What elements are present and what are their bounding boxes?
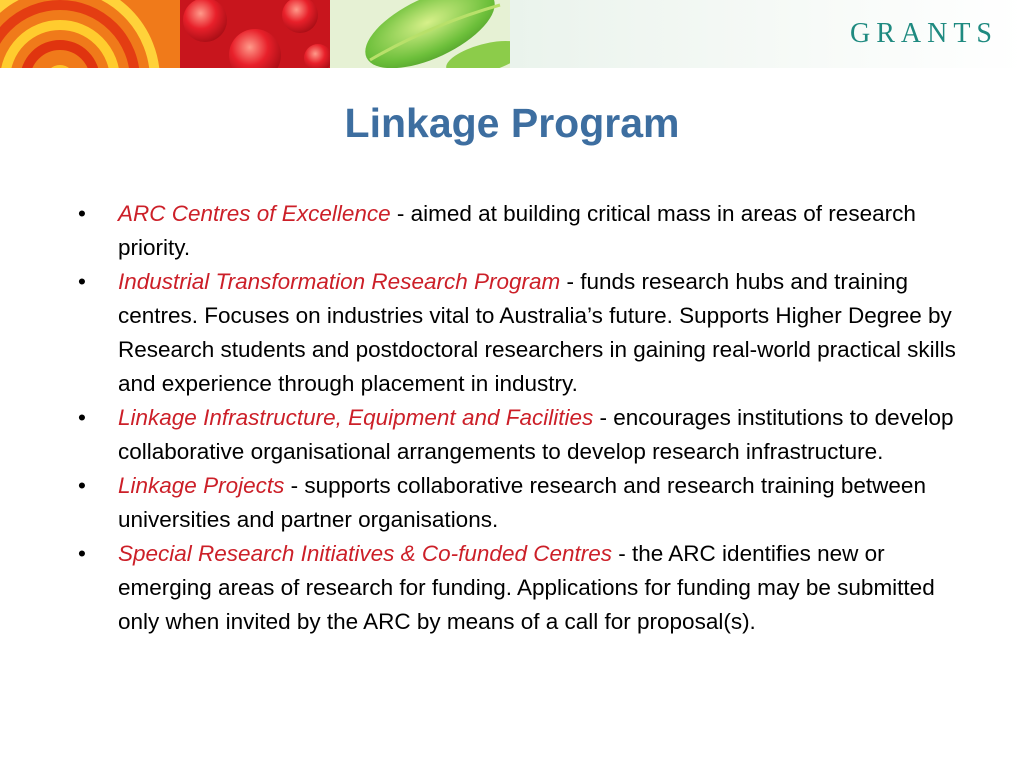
bullet-term: ARC Centres of Excellence [118, 201, 391, 226]
bullet-desc: - funds research hubs and training centres. Focuses on industries vital to Australia’s future. Supports Higher Degree by Research students and postdoctoral researchers in gaining real-world practical skills and experience through placement in industry. [118, 269, 956, 396]
bullet-item [78, 537, 958, 639]
bullet-desc: - aimed at building critical mass in areas of research priority. [118, 201, 916, 260]
bullet-item [78, 401, 958, 469]
bullet-term: Special Research Initiatives & Co-funded Centres [118, 541, 613, 566]
bullet-desc: - encourages institutions to develop collaborative organisational arrangements to develop research infrastructure. [118, 405, 954, 464]
bullet-term: Linkage Infrastructure, Equipment and Facilities [118, 405, 594, 430]
slide-title: Linkage Program [344, 100, 680, 146]
bullet-desc: - supports collaborative research and research training between universities and partner organisations. [118, 473, 926, 532]
bullet-item [78, 197, 958, 265]
bullet-term: Linkage Projects [118, 473, 285, 498]
bullet-dot: • [78, 405, 86, 430]
bullet-dot: • [78, 473, 86, 498]
bullet-list [78, 197, 958, 639]
brand-logo-text: GRANTS [849, 18, 998, 49]
bullet-item [78, 469, 958, 537]
bullet-dot: • [78, 269, 86, 294]
bullet-term: Industrial Transformation Research Program [118, 269, 561, 294]
bullet-desc: - the ARC identifies new or emerging areas of research for funding. Applications for funding may be submitted only when invited by the ARC by means of a call for proposal(s). [118, 541, 935, 634]
bullet-dot: • [78, 201, 86, 226]
bullet-dot: • [78, 541, 86, 566]
header-banner [0, 0, 1024, 68]
bullet-item [78, 265, 958, 401]
decorative-banner-image [0, 0, 510, 68]
